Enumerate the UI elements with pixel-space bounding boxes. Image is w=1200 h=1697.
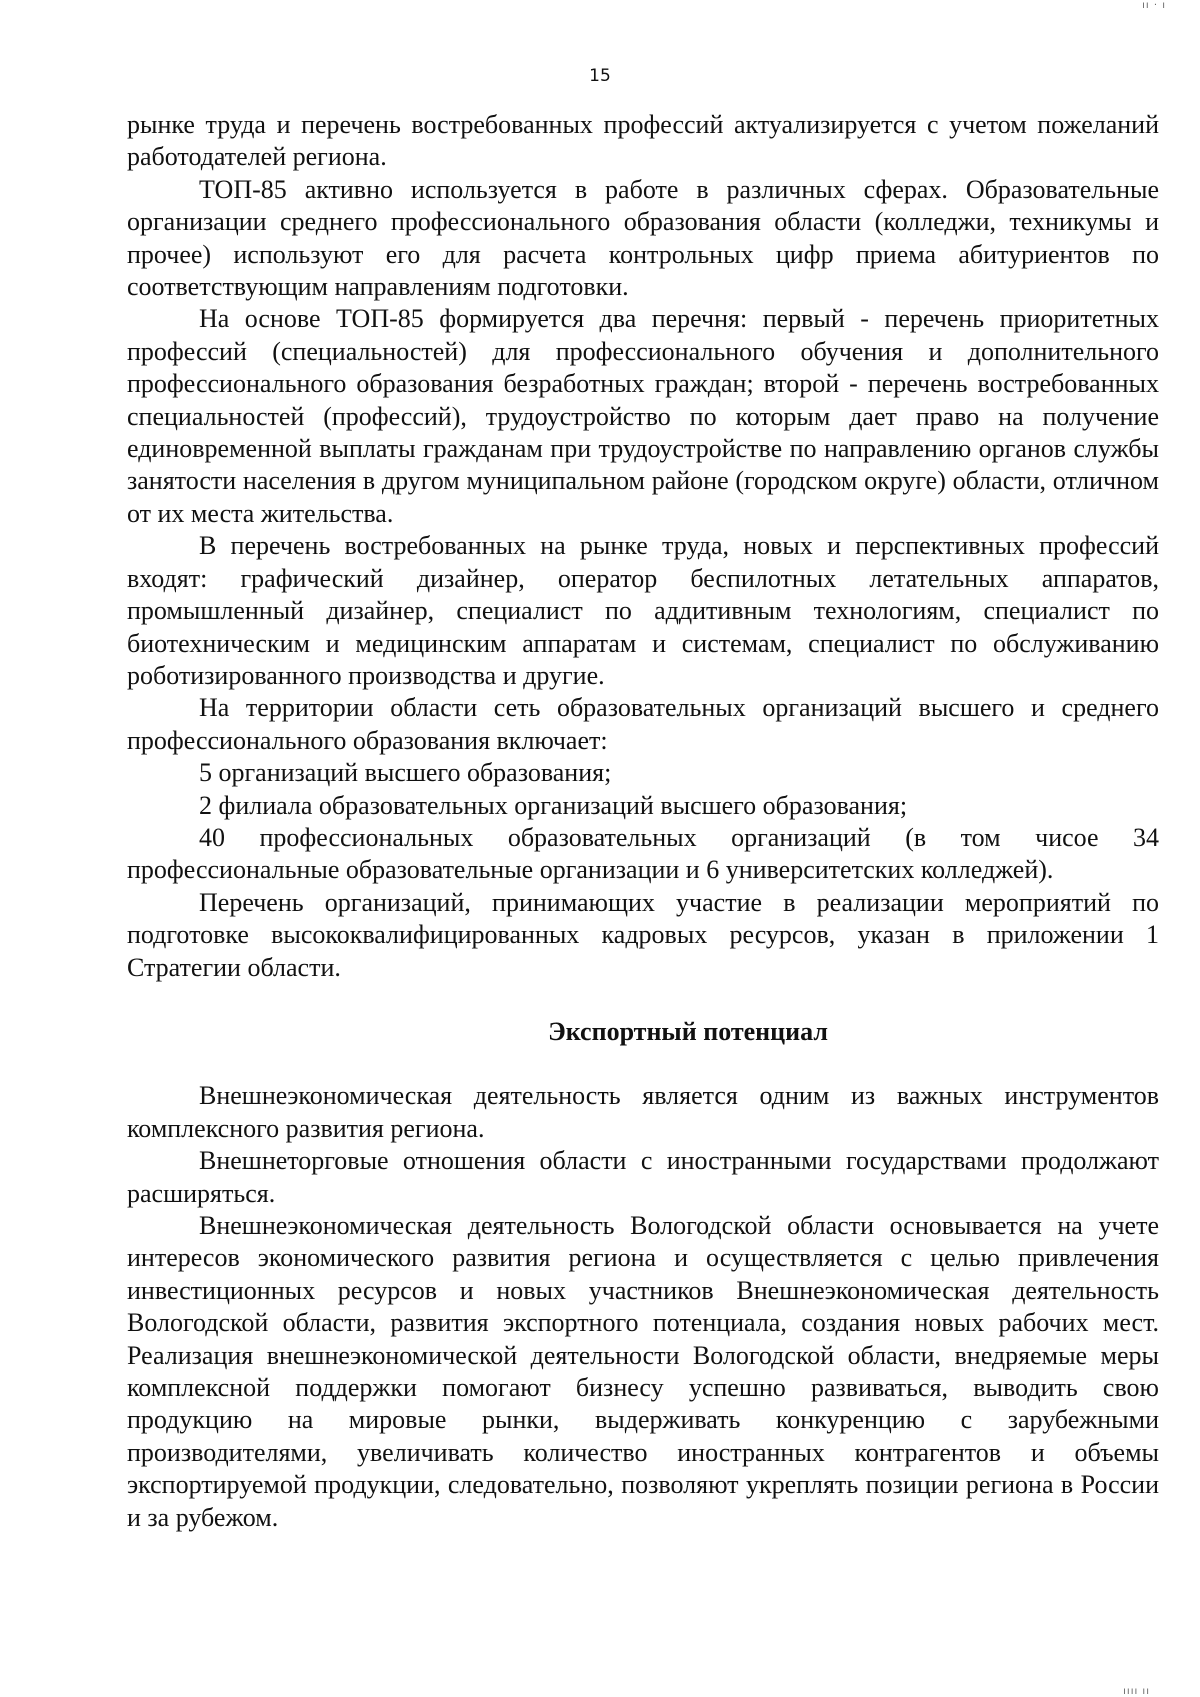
paragraph-top-85-usage: ТОП-85 активно используется в работе в различных сферах. Образовательные организации среднего профессионального образования области (колледжи, техникумы и прочее) используют его для расчета контрольных цифр приема абитуриентов по соответствующим направлениям подготовки. <box>127 174 1159 302</box>
paragraph-education-network: На территории области сеть образовательных организаций высшего и среднего профессионального образования включает: <box>127 693 1159 755</box>
list-item-professional-organizations: 40 профессиональных образовательных организаций (в том чисое 34 профессиональные образовательные организации и 6 университетских колледжей). <box>127 822 1159 885</box>
document-body <box>127 109 1159 1534</box>
paragraph-two-lists: На основе ТОП-85 формируется два перечня: первый - перечень приоритетных профессий (специальностей) для профессионального обучения и дополнительного профессионального образования безработных граждан; второй - перечень востребованных специальностей (профессий), трудоустройство по которым дает право на получение единовременной выплаты гражданам при трудоустройстве по направлению органов службы занятости населения в другом муниципальном районе (городском округе) области, отличном от их места жительства. <box>127 304 1159 528</box>
paragraph-vologda-foreign-economic-activity: Внешнеэкономическая деятельность Вологодской области основывается на учете интересов экономического развития региона и осуществляется с целью привлечения инвестиционных ресурсов и новых участников Внешнеэкономическая деятельность Вологодской области, развития экспортного потенциала, создания новых рабочих мест. Реализация внешнеэкономической деятельности Вологодской области, внедряемые меры комплексной поддержки помогают бизнесу успешно развиваться, выводить свою продукцию на мировые рынки, выдерживать конкуренцию с зарубежными производителями, увеличивать количество иностранных контрагентов и объемы экспортируемой продукции, следовательно, позволяют укреплять позиции региона в России и за рубежом. <box>127 1211 1159 1532</box>
list-item-branches: 2 филиала образовательных организаций высшего образования; <box>199 790 908 820</box>
paragraph-foreign-trade-relations: Внешнеторговые отношения области с иностранными государствами продолжают расширяться. <box>127 1146 1159 1208</box>
paragraph-foreign-economic-activity: Внешнеэкономическая деятельность является одним из важных инструментов комплексного развития региона. <box>127 1081 1159 1143</box>
page-number: 15 <box>589 66 611 86</box>
list-item-higher-education: 5 организаций высшего образования; <box>199 758 612 788</box>
scan-edge-mark: ıııı ıı <box>1123 1686 1150 1697</box>
section-heading-export-potential: Экспортный потенциал <box>548 1016 828 1046</box>
paragraph-professions-list: В перечень востребованных на рынке труда, новых и перспективных профессий входят: графический дизайнер, оператор беспилотных летательных аппаратов, промышленный дизайнер, специалист по аддитивным технологиям, специалист по биотехническим и медицинским аппаратам и системам, специалист по обслуживанию роботизированного производства и другие. <box>127 531 1159 690</box>
paragraph-participating-organizations: Перечень организаций, принимающих участие в реализации мероприятий по подготовке высококвалифицированных кадровых ресурсов, указан в приложении 1 Стратегии области. <box>127 887 1159 982</box>
scan-edge-mark: ıı · ı <box>1142 0 1166 11</box>
paragraph-labor-market-continuation: рынке труда и перечень востребованных профессий актуализируется с учетом пожеланий работодателей региона. <box>127 110 1159 172</box>
